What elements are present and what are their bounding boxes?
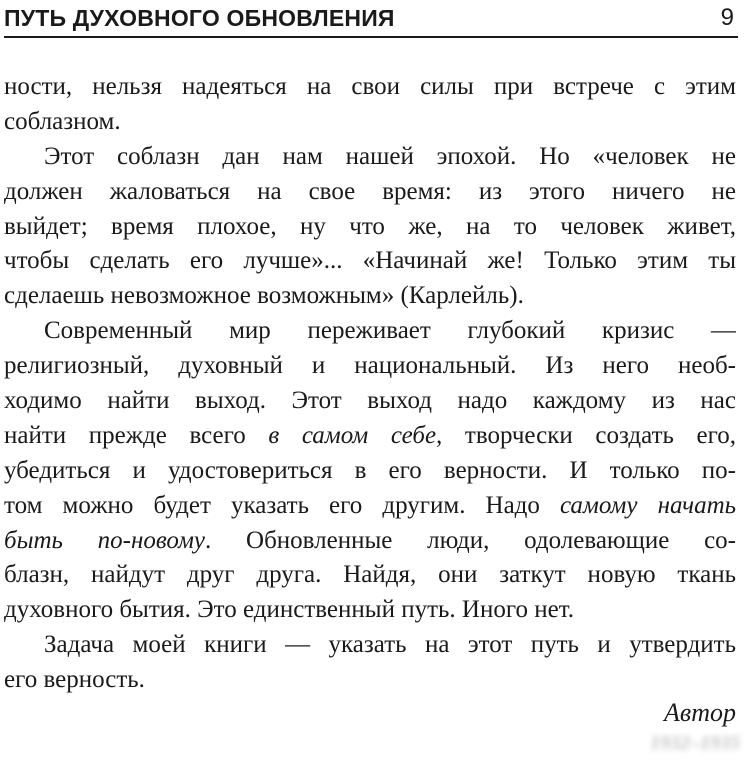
text-line [4,524,736,559]
text-line [4,663,736,698]
text-run: сделаешь невозможное возможным» (Карлейль). [4,282,524,310]
text-run: блазн, найдут друг друга. Найдя, они заткут новую ткань [4,561,736,589]
running-header [4,4,738,38]
page-number: 9 [720,4,734,31]
text-line [4,314,736,349]
text-run: соблазном. [4,107,121,135]
text-line [4,140,736,175]
text-run: ходимо найти выход. Этот выход надо каждому из нас [4,387,736,415]
text-run: убедиться и удостовериться в его верности. И только по- [4,456,736,484]
text-run: выйдет; время плохое, ну что же, на то человек живет, [4,212,736,240]
body-text [4,70,736,698]
text-run: чтобы сделать его лучше»... «Начинай же! Только этим ты [4,247,736,275]
text-run: найти прежде всего [4,421,269,449]
text-run: должен жаловаться на свое время: из этого ничего не [4,177,736,205]
text-line [4,279,736,314]
text-run: Этот соблазн дан нам нашей эпохой. Но «человек не [44,142,736,170]
text-line [4,489,736,524]
text-line [4,384,736,419]
text-run: его верность. [4,666,145,694]
text-run: . Обновленные люди, одолевающие со- [205,526,736,554]
author-signature: Автор [664,698,736,727]
text-run: духовного бытия. Это единственный путь. Иного нет. [4,596,574,624]
text-line [4,454,736,489]
text-run: религиозный, духовный и национальный. Из него необ- [4,352,736,380]
running-title: ПУТЬ ДУХОВНОГО ОБНОВЛЕНИЯ [4,5,395,31]
text-line [4,105,736,140]
emphasis-text: быть по-новому [4,526,206,554]
blurred-watermark: 1932–1935 [650,732,740,754]
text-line [4,349,736,384]
text-run: Современный мир переживает глубокий кризис — [44,317,736,345]
text-run: творчески создать его, [442,421,736,449]
text-line [4,175,736,210]
text-run: том можно будет указать его другим. Надо [4,491,560,519]
text-line [4,244,736,279]
text-line [4,558,736,593]
text-line [4,419,736,454]
text-line [4,628,736,663]
text-line [4,593,736,628]
text-run: Задача моей книги — указать на этот путь и утвердить [44,631,736,659]
emphasis-text: в самом себе, [268,421,443,449]
emphasis-text: самому начать [559,491,736,519]
text-line [4,210,736,245]
text-run: ности, нельзя надеяться на свои силы при встрече с этим [4,73,736,100]
text-line [4,70,736,105]
